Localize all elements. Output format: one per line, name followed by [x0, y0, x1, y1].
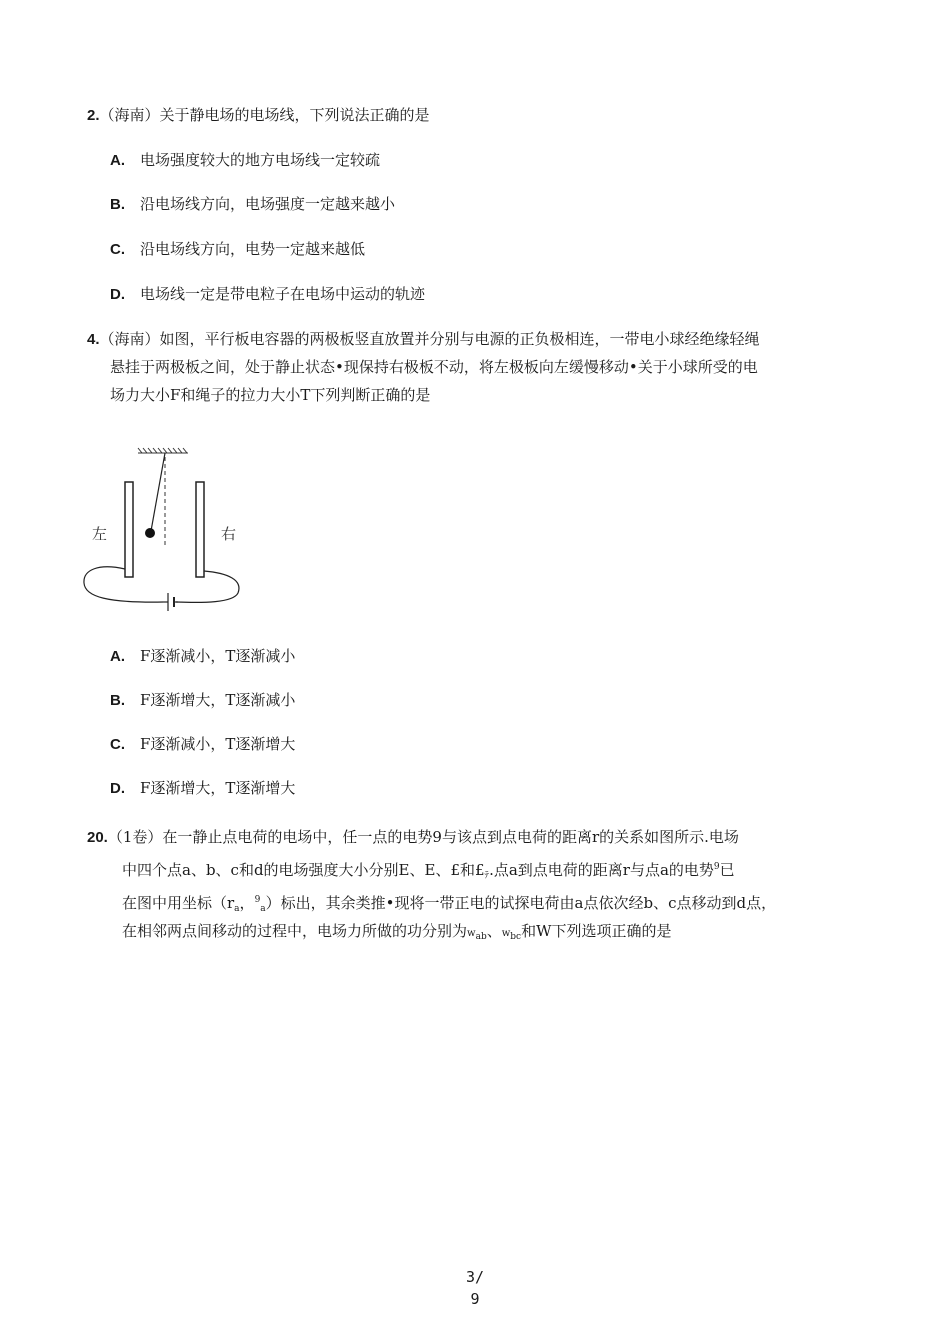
q2-option-b: B. 沿电场线方向，电场强度一定越来越小	[110, 195, 396, 213]
q4-option-b: B. F逐渐增大，T逐渐减小	[110, 691, 296, 709]
q2-option-c: C. 沿电场线方向，电势一定越来越低	[110, 240, 366, 258]
q20-number: 20.	[87, 829, 108, 846]
page-number: 3/ 9	[466, 1268, 485, 1308]
q20-stem-line-4: 在相邻两点间移动的过程中，电场力所做的功分别为$w_{ab}$、$w_{bc}$和W下列选项正确的是	[122, 922, 672, 942]
q4-number: 4.	[87, 331, 100, 348]
figure-right-label: 右	[221, 525, 237, 543]
q4-stem-line-3: 场力大小F和绳子的拉力大小T下列判断正确的是	[110, 386, 431, 404]
charged-ball	[145, 528, 155, 538]
figure-left-label: 左	[92, 525, 108, 543]
q4-option-a: A. F逐渐减小，T逐渐减小	[110, 647, 296, 665]
q4-option-d: D. F逐渐增大，T逐渐增大	[110, 779, 296, 797]
q2-number: 2.	[87, 107, 100, 124]
q20-stem-line-2: 中四个点a、b、c和d的电场强度大小分别E、E、£和$£_ﾃ$.点a到点电荷的距离r与点a的电势$^9$已	[122, 861, 735, 881]
right-plate	[196, 482, 204, 577]
left-wire	[84, 567, 163, 602]
q2-option-d: D. 电场线一定是带电粒子在电场中运动的轨迹	[110, 285, 426, 303]
q2-option-a: A. 电场强度较大的地方电场线一定较疏	[110, 151, 381, 169]
capacitor-pendulum-figure	[78, 445, 268, 615]
ceiling-support	[138, 448, 188, 453]
q20-stem-line-1: 20.（1卷）在一静止点电荷的电场中，任一点的电势9与该点到点电荷的距离r的关系如图所示.电场	[87, 828, 739, 846]
q2-stem	[87, 105, 430, 126]
q2-stem-text: （海南）关于静电场的电场线，下列说法正确的是	[99, 106, 430, 124]
q4-stem-line-1: 4.（海南）如图，平行板电容器的两极板竖直放置并分别与电源的正负极相连，一带电小球经绝缘轻绳	[87, 330, 760, 348]
q20-stem-line-3: 在图中用坐标（$r_a$，$^9_a$）标出，其余类推•现将一带正电的试探电荷由a点依次经b、c点移动到d点，	[122, 894, 777, 914]
q4-option-c: C. F逐渐减小，T逐渐增大	[110, 735, 296, 753]
insulating-string	[151, 453, 165, 531]
q4-stem-line-2: 悬挂于两极板之间，处于静止状态•现保持右极板不动，将左极板向左缓慢移动•关于小球所受的电	[110, 358, 758, 376]
right-wire	[176, 571, 239, 602]
left-plate	[125, 482, 133, 577]
